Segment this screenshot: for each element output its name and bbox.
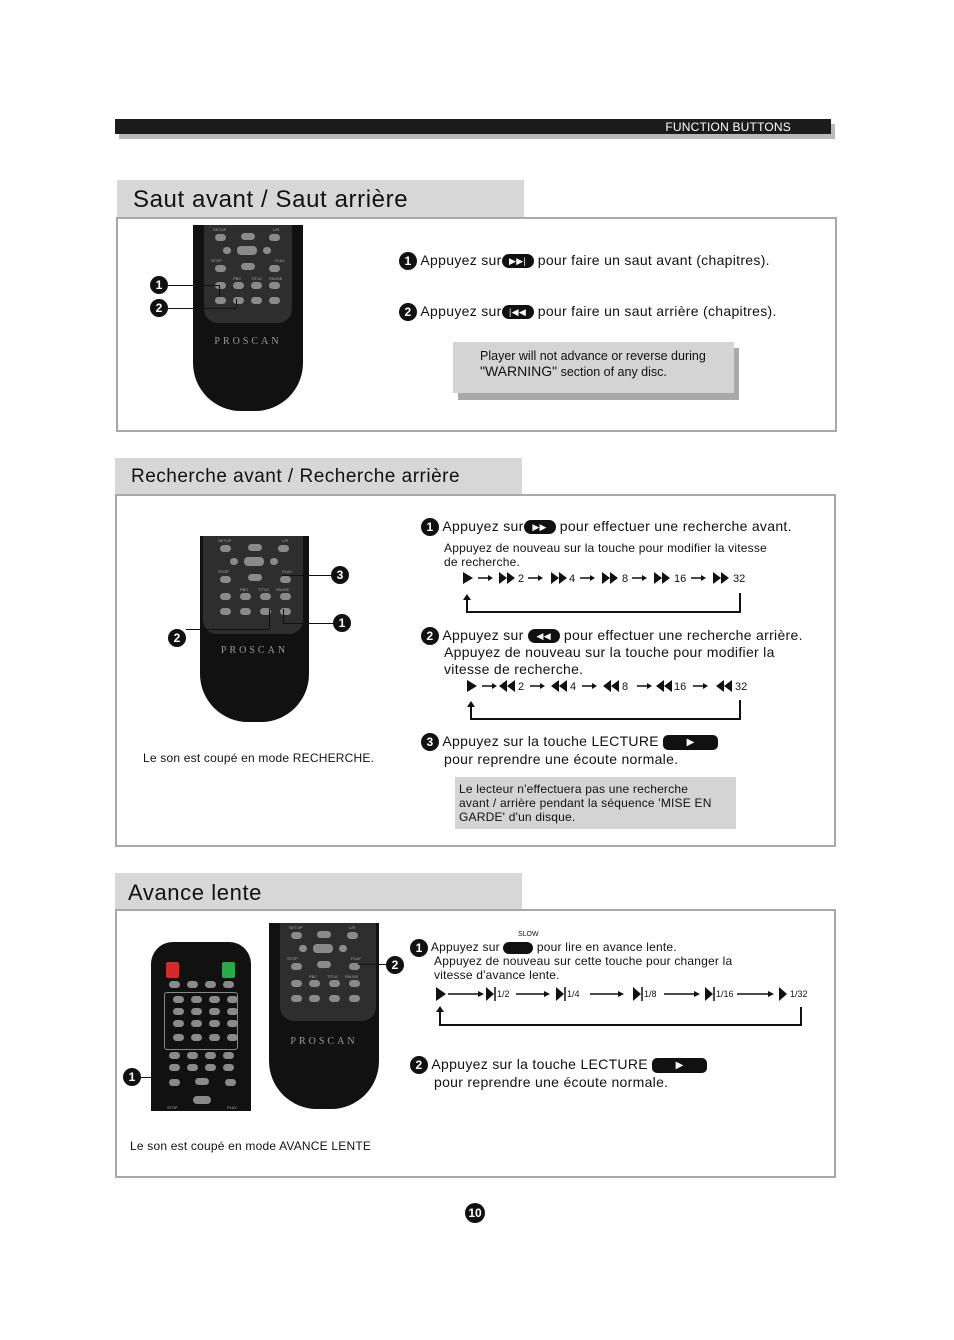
callout-1: 1 — [333, 614, 351, 632]
s2-step3: 3 Appuyez sur la touche LECTURE ▶ — [421, 733, 718, 751]
s3-mute-note: Le son est coupé en mode AVANCE LENTE — [130, 1139, 372, 1153]
rewind-button-icon: ◀◀ — [528, 629, 560, 643]
step-number-2: 2 — [399, 303, 417, 321]
s2-step1: 1 Appuyez sur ▶▶ pour effectuer une recherche avant. — [421, 518, 792, 536]
s3-step2: 2 Appuyez sur la touche LECTURE ▶ — [410, 1056, 707, 1074]
fast-forward-button-icon: ▶▶ — [524, 520, 556, 534]
play-button-icon: ▶ — [663, 735, 718, 750]
remote-image-1: SETUP L/R STOP PLAY PBC TITLE PAUSE PROSCAN — [193, 225, 303, 411]
callout-1: 1 — [150, 276, 168, 294]
step-number-1: 1 — [399, 252, 417, 270]
forward-speed-sequence — [462, 570, 752, 616]
section3-title: Avance lente — [128, 880, 263, 905]
s2-pause-note: Le lecteur n'effectuera pas une recherche avant / arrière pendant la séquence 'MISE EN GARDE' d'un disque. — [455, 777, 736, 829]
slow-label: SLOW — [518, 931, 539, 938]
section1-title: Saut avant / Saut arrière — [133, 186, 409, 213]
remote-brand: PROSCAN — [220, 645, 289, 656]
remote-brand: PROSCAN — [214, 336, 282, 347]
remote-image-2: SETUP L/R STOP PLAY PBC TITLE PAUSE PROSCAN — [200, 536, 309, 722]
section1-title-tab — [117, 180, 524, 218]
s2-mute-note: Le son est coupé en mode RECHERCHE. — [143, 751, 375, 765]
remote-brand: PROSCAN — [290, 1036, 358, 1047]
callout-2: 2 — [386, 956, 404, 974]
next-chapter-button-icon: ▶▶| — [502, 254, 534, 268]
callout-3: 3 — [331, 566, 349, 584]
callout-1: 1 — [123, 1068, 141, 1086]
callout-2: 2 — [150, 299, 168, 317]
slow-speed-sequence — [434, 985, 806, 1029]
remote-image-full: STOP PLAY — [151, 942, 251, 1111]
section2-title: Recherche avant / Recherche arrière — [131, 466, 461, 487]
header-bar — [115, 119, 831, 134]
section3-title-tab — [115, 873, 522, 911]
section2-title-tab — [115, 458, 522, 496]
s3-step1: 1 Appuyez sur pour lire en avance lente. — [410, 939, 677, 957]
slow-button-icon — [503, 942, 533, 954]
page-number: 10 — [465, 1203, 485, 1223]
s1-step2: 2 Appuyez sur |◀◀ pour faire un saut arrière (chapitres). — [399, 303, 777, 321]
header-title: FUNCTION BUTTONS — [665, 120, 791, 134]
callout-2: 2 — [168, 629, 186, 647]
s2-step2: 2 Appuyez sur ◀◀ pour effectuer une recherche arrière. — [421, 627, 803, 645]
play-button-icon: ▶ — [652, 1058, 707, 1073]
prev-chapter-button-icon: |◀◀ — [502, 305, 534, 319]
remote-image-3: SETUP L/R STOP PLAY PBC TITLE PAUSE PROSCAN — [269, 923, 379, 1109]
s1-step1: 1 Appuyez sur ▶▶| pour faire un saut avant (chapitres). — [399, 252, 770, 270]
reverse-speed-sequence — [466, 678, 756, 724]
s1-warning-note: Player will not advance or reverse during "WARNING" section of any disc. — [453, 342, 734, 393]
